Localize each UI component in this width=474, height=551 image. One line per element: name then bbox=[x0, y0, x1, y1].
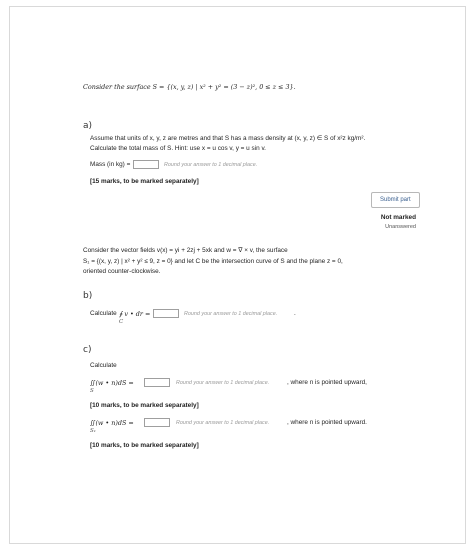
line-integral-curve: C bbox=[119, 319, 124, 325]
line-integral: ∮ v • dr = bbox=[119, 310, 151, 318]
surface-integral-1-input[interactable] bbox=[144, 378, 170, 387]
part-b-label: b) bbox=[83, 291, 93, 301]
mass-hint: Round your answer to 1 decimal place. bbox=[164, 162, 258, 168]
line-integral-input[interactable] bbox=[153, 309, 179, 318]
part-c-marks-1: [10 marks, to be marked separately] bbox=[90, 402, 199, 409]
surface-integral-1-domain: S bbox=[90, 388, 94, 394]
vector-field-line-1: Consider the vector fields v(x) = yi + 2zj + 5xk and w = ∇ × v, the surface bbox=[83, 247, 288, 254]
part-a-line-2: Calculate the total mass of S. Hint: use x = u cos v, y = u sin v. bbox=[90, 145, 266, 152]
mark-status: Not marked bbox=[380, 214, 416, 221]
surface-integral-1-hint: Round your answer to 1 decimal place. bbox=[176, 380, 270, 386]
vector-field-line-3: oriented counter-clockwise. bbox=[83, 268, 161, 275]
line-integral-hint: Round your answer to 1 decimal place. bbox=[184, 311, 278, 317]
part-a-marks: [15 marks, to be marked separately] bbox=[90, 178, 199, 185]
answer-status: Unanswered bbox=[385, 224, 416, 230]
part-c-label: c) bbox=[83, 345, 92, 355]
mass-input[interactable] bbox=[133, 160, 159, 169]
part-c-calculate: Calculate bbox=[90, 362, 117, 369]
surface-integral-2-domain: S₁ bbox=[90, 428, 96, 434]
surface-integral-2-suffix: , where n is pointed upward. bbox=[287, 419, 367, 426]
surface-integral-1: ∬(w • n)dS = bbox=[90, 379, 134, 387]
submit-part-button[interactable]: Submit part bbox=[371, 192, 420, 208]
part-c-marks-2: [10 marks, to be marked separately] bbox=[90, 442, 199, 449]
line-integral-suffix: . bbox=[294, 310, 296, 317]
mass-label: Mass (in kg) = bbox=[90, 161, 131, 168]
surface-integral-2-hint: Round your answer to 1 decimal place. bbox=[176, 420, 270, 426]
part-a-line-1: Assume that units of x, y, z are metres and that S has a mass density at (x, y, z) ∈ S of x²z kg/m². bbox=[90, 135, 366, 142]
surface-integral-2: ∬(w • n)dS = bbox=[90, 419, 134, 427]
vector-field-line-2: S₁ = {(x, y, z) | x² + y² ≤ 9, z = 0} and let C be the intersection curve of S and the plane z = 0, bbox=[83, 258, 343, 265]
question-panel bbox=[9, 6, 466, 544]
surface-integral-2-input[interactable] bbox=[144, 418, 170, 427]
surface-definition: Consider the surface S = {(x, y, z) | x² + y² = (3 − z)², 0 ≤ z ≤ 3}. bbox=[83, 83, 296, 91]
part-b-calculate: Calculate bbox=[90, 310, 117, 317]
surface-integral-1-suffix: , where n is pointed upward, bbox=[287, 379, 367, 386]
part-a-label: a) bbox=[83, 121, 93, 131]
